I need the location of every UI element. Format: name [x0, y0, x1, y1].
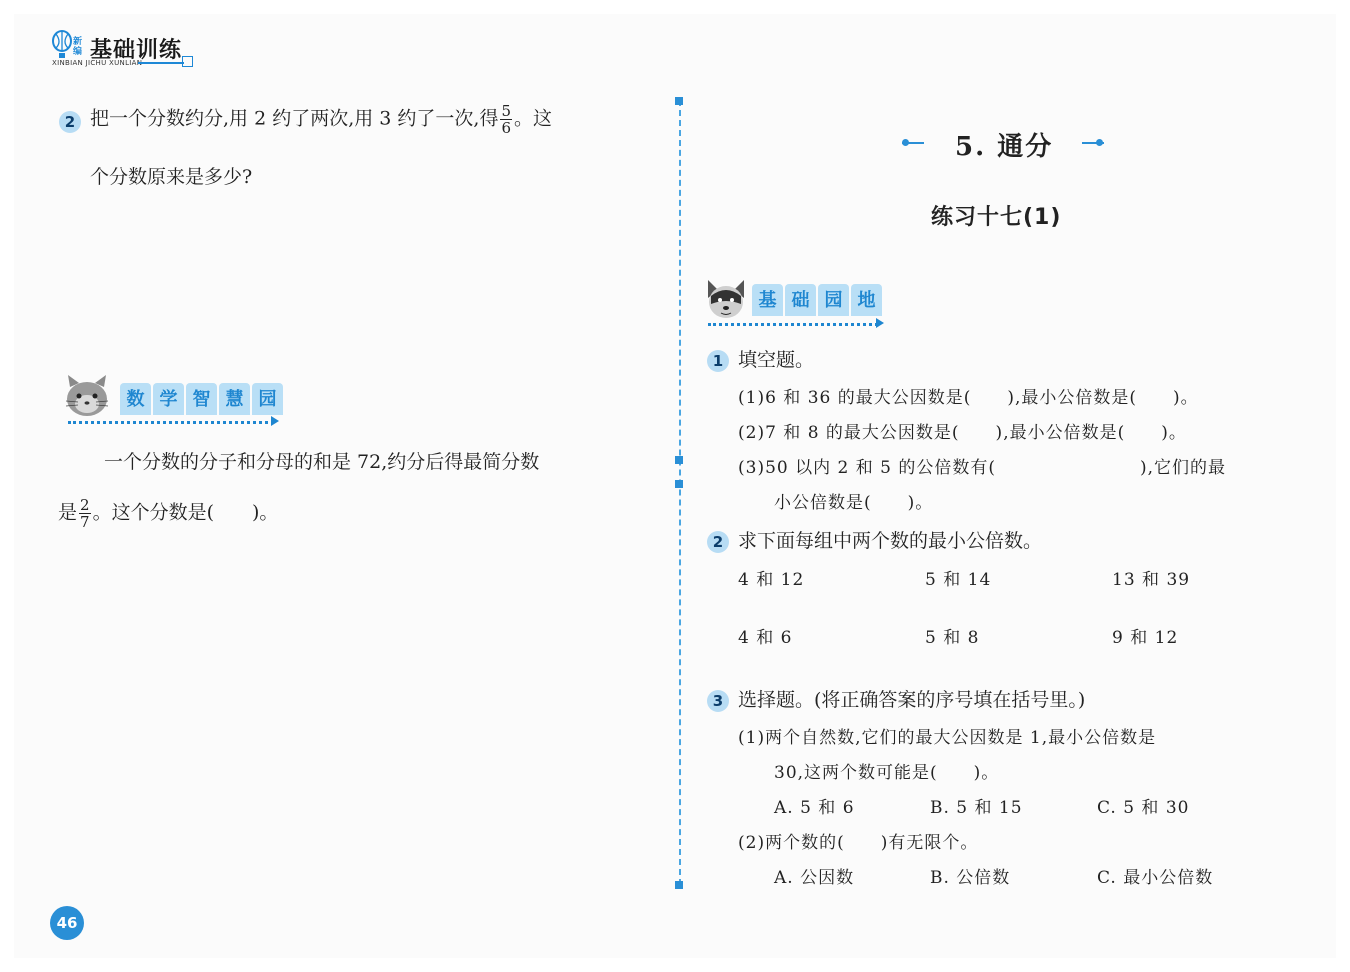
chapter-heading: 5. 通分: [955, 132, 1054, 162]
question-1-item: (1)6 和 36 的最大公因数是( ),最小公倍数是( )。: [738, 388, 1199, 408]
fraction-two-sevenths: [79, 497, 91, 530]
banner-char: 数: [120, 383, 151, 415]
page-divider: [679, 100, 681, 885]
question-3-title: 选择题。(将正确答案的序号填在括号里。): [738, 689, 1086, 711]
banner-char: 地: [851, 284, 882, 316]
question-1-title: 填空题。: [738, 349, 815, 371]
divider-square: [675, 480, 683, 488]
divider-square: [675, 881, 683, 889]
question-2-line1: [90, 103, 552, 136]
dog-mascot-icon: [705, 278, 747, 326]
question-number-badge: 3: [707, 690, 729, 712]
fraction-numerator: 2: [80, 496, 90, 514]
logo-square: [182, 56, 193, 67]
answer-option: B. 公倍数: [930, 868, 1011, 888]
puzzle-text-b: 。这个分数是( )。: [92, 501, 279, 524]
banner-char: 园: [252, 383, 283, 415]
question-2-line2: 个分数原来是多少?: [90, 166, 253, 188]
divider-square: [675, 456, 683, 464]
answer-option: B. 5 和 15: [930, 798, 1023, 818]
arrow-right-icon: [271, 416, 279, 426]
heading-right-dot: [1096, 139, 1103, 146]
logo-brand-text: 基础训练: [90, 38, 183, 63]
question-2-text-b: 。这: [514, 107, 553, 130]
question-2-title: 求下面每组中两个数的最小公倍数。: [738, 530, 1043, 552]
banner-dotted-line: [68, 421, 274, 424]
exercise-subheading: 练习十七(1): [931, 205, 1062, 230]
answer-option: A. 5 和 6: [774, 798, 855, 818]
answer-option: C. 5 和 30: [1097, 798, 1190, 818]
logo-underline: [138, 62, 184, 64]
question-1-item: (3)50 以内 2 和 5 的公倍数有( ),它们的最: [738, 458, 1227, 478]
fraction-denominator: 6: [501, 119, 512, 137]
answer-option: C. 最小公倍数: [1097, 868, 1214, 888]
number-pair: 5 和 8: [925, 628, 980, 648]
arrow-right-icon: [876, 318, 884, 328]
banner-dotted-line: [708, 323, 878, 326]
answer-option: A. 公因数: [774, 868, 855, 888]
section-banner-math-wisdom: [120, 383, 285, 415]
puzzle-line2: [58, 497, 278, 530]
question-number-badge: 1: [707, 350, 729, 372]
page-number-badge: 46: [50, 906, 84, 940]
number-pair: 5 和 14: [925, 570, 992, 590]
question-number-badge: 2: [59, 111, 81, 133]
heading-left-dot: [902, 139, 909, 146]
fraction-five-sixths: [500, 103, 512, 136]
number-pair: 9 和 12: [1112, 628, 1179, 648]
banner-char: 园: [818, 284, 849, 316]
question-3-sub2-line1: (2)两个数的( )有无限个。: [738, 833, 979, 853]
banner-char: 智: [186, 383, 217, 415]
question-number-badge: 2: [707, 531, 729, 553]
puzzle-text-a: 是: [58, 501, 78, 524]
banner-char: 础: [785, 284, 816, 316]
cat-mascot-icon: [62, 375, 112, 423]
question-2-text-a: 把一个分数约分,用 2 约了两次,用 3 约了一次,得: [90, 107, 499, 130]
banner-char: 慧: [219, 383, 250, 415]
question-1-item: (2)7 和 8 的最大公因数是( ),最小公倍数是( )。: [738, 423, 1187, 443]
question-3-sub1-line1: (1)两个自然数,它们的最大公因数是 1,最小公倍数是: [738, 728, 1157, 748]
logo-pinyin-text: XINBIAN JICHU XUNLIAN: [52, 59, 143, 67]
divider-square: [675, 97, 683, 105]
banner-char: 基: [752, 284, 783, 316]
number-pair: 4 和 12: [738, 570, 805, 590]
question-1-item: 小公倍数是( )。: [774, 493, 934, 513]
number-pair: 13 和 39: [1112, 570, 1191, 590]
number-pair: 4 和 6: [738, 628, 793, 648]
fraction-numerator: 5: [501, 102, 512, 120]
logo-small-text: 新编: [73, 37, 83, 57]
question-3-sub1-line2: 30,这两个数可能是( )。: [774, 763, 1000, 783]
fraction-denominator: 7: [80, 513, 90, 531]
banner-char: 学: [153, 383, 184, 415]
section-banner-basics: [752, 284, 884, 316]
puzzle-line1: 一个分数的分子和分母的和是 72,约分后得最简分数: [104, 451, 540, 473]
